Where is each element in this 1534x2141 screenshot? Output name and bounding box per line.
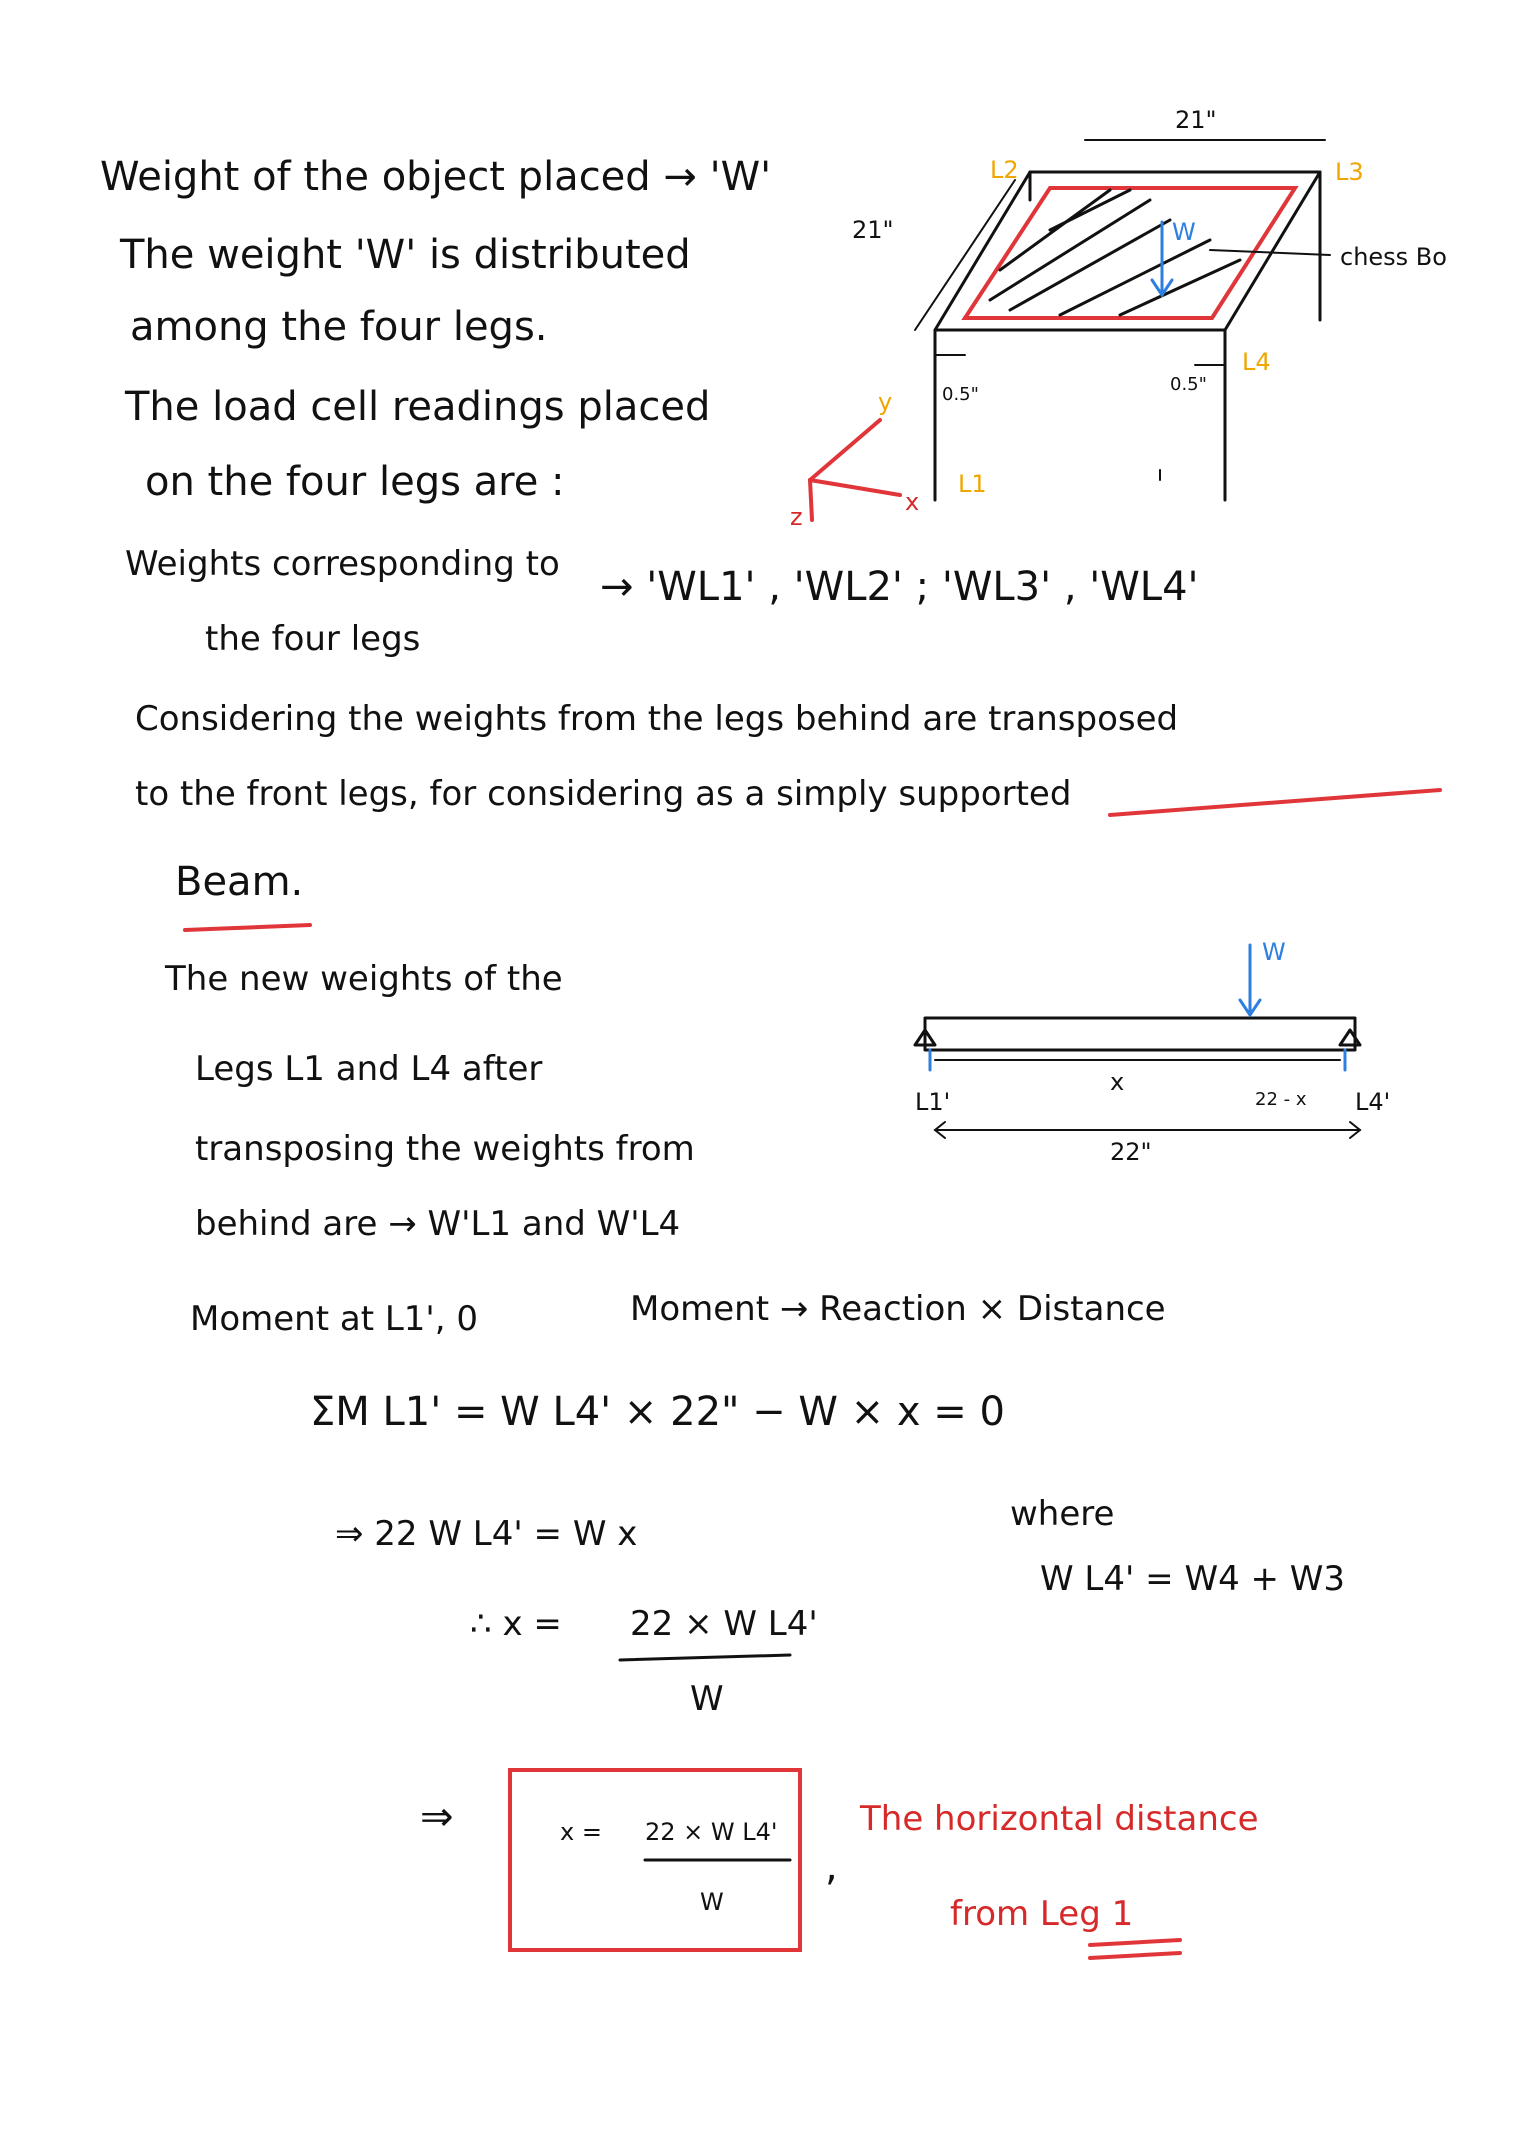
weights-label-1: Weights corresponding to	[125, 544, 560, 584]
left-support-label: L1'	[915, 1088, 951, 1116]
leg1-underline-2	[1090, 1953, 1180, 1958]
transpose-line-3: Beam.	[175, 859, 304, 905]
result-note-2: from Leg 1	[950, 1894, 1134, 1934]
beam-sketch	[915, 938, 1390, 1166]
intro-line-1: Weight of the object placed → 'W'	[100, 154, 772, 200]
beam-load-label: W	[1262, 938, 1286, 966]
leg-label-l1: L1	[958, 470, 987, 498]
moment-step-1: ⇒ 22 W L4' = W x	[335, 1514, 638, 1554]
axis-y-label: y	[878, 388, 893, 416]
moment-equation: ΣM L1' = W L4' × 22" − W × x = 0	[310, 1389, 1005, 1435]
result-denominator: W	[700, 1888, 724, 1916]
intro-line-4: The load cell readings placed	[125, 384, 711, 430]
table-top-outline	[935, 172, 1320, 330]
transpose-line-2: to the front legs, for considering as a simply supported	[135, 774, 1072, 814]
board-label: chess Bo	[1340, 243, 1447, 271]
right-support-label: L4'	[1355, 1088, 1391, 1116]
moment-definition: Moment → Reaction × Distance	[630, 1289, 1166, 1329]
new-weights-line-4: behind are → W'L1 and W'L4	[195, 1204, 681, 1244]
moment-step-2-numerator: 22 × W L4'	[630, 1604, 818, 1644]
leg-label-l2: L2	[990, 156, 1019, 184]
simply-supported-underline	[1110, 790, 1440, 815]
load-label: W	[1172, 218, 1196, 246]
top-dimension-label: 21"	[1175, 106, 1217, 134]
result-comma: ,	[825, 1844, 838, 1890]
span-rest-label: 22 - x	[1255, 1089, 1307, 1110]
result-numerator: 22 × W L4'	[645, 1818, 778, 1846]
moment-step-2-lhs: ∴ x =	[470, 1604, 562, 1644]
result-lhs: x =	[560, 1818, 602, 1846]
inset-right-label: 0.5"	[1170, 374, 1207, 395]
inset-left-label: 0.5"	[942, 384, 979, 405]
beam-body	[925, 1018, 1355, 1050]
moment-step-2-fraction-bar	[620, 1655, 790, 1660]
side-dimension-label: 21"	[852, 216, 894, 244]
total-span-label: 22"	[1110, 1138, 1152, 1166]
leg-label-l4: L4	[1242, 348, 1271, 376]
where-equation: W L4' = W4 + W3	[1040, 1559, 1346, 1599]
moment-step-2-denominator: W	[690, 1679, 724, 1719]
transpose-line-1: Considering the weights from the legs behind are transposed	[135, 699, 1179, 739]
board-hatching	[990, 190, 1240, 315]
weights-label-2: the four legs	[205, 619, 421, 659]
intro-line-2: The weight 'W' is distributed	[120, 232, 691, 278]
leg1-underline-1	[1090, 1940, 1180, 1945]
right-support	[1340, 1030, 1360, 1045]
result-arrow: ⇒	[420, 1794, 454, 1840]
intro-line-5: on the four legs are :	[145, 459, 565, 505]
table-sketch	[790, 106, 1447, 531]
new-weights-line-3: transposing the weights from	[195, 1129, 695, 1169]
axis-x-label: x	[905, 488, 920, 516]
side-dimension-line	[915, 180, 1015, 330]
result-note-1: The horizontal distance	[860, 1799, 1259, 1839]
span-x-label: x	[1110, 1068, 1125, 1096]
where-label: where	[1010, 1494, 1115, 1534]
weights-values: → 'WL1' , 'WL2' ; 'WL3' , 'WL4'	[600, 564, 1199, 610]
new-weights-line-2: Legs L1 and L4 after	[195, 1049, 543, 1089]
beam-underline	[185, 925, 310, 930]
axis-z-label: z	[790, 503, 803, 531]
intro-line-3: among the four legs.	[130, 304, 548, 350]
moment-heading: Moment at L1', 0	[190, 1299, 479, 1339]
axes-triad	[790, 388, 919, 531]
leg-label-l3: L3	[1335, 158, 1364, 186]
new-weights-line-1: The new weights of the	[165, 959, 563, 999]
